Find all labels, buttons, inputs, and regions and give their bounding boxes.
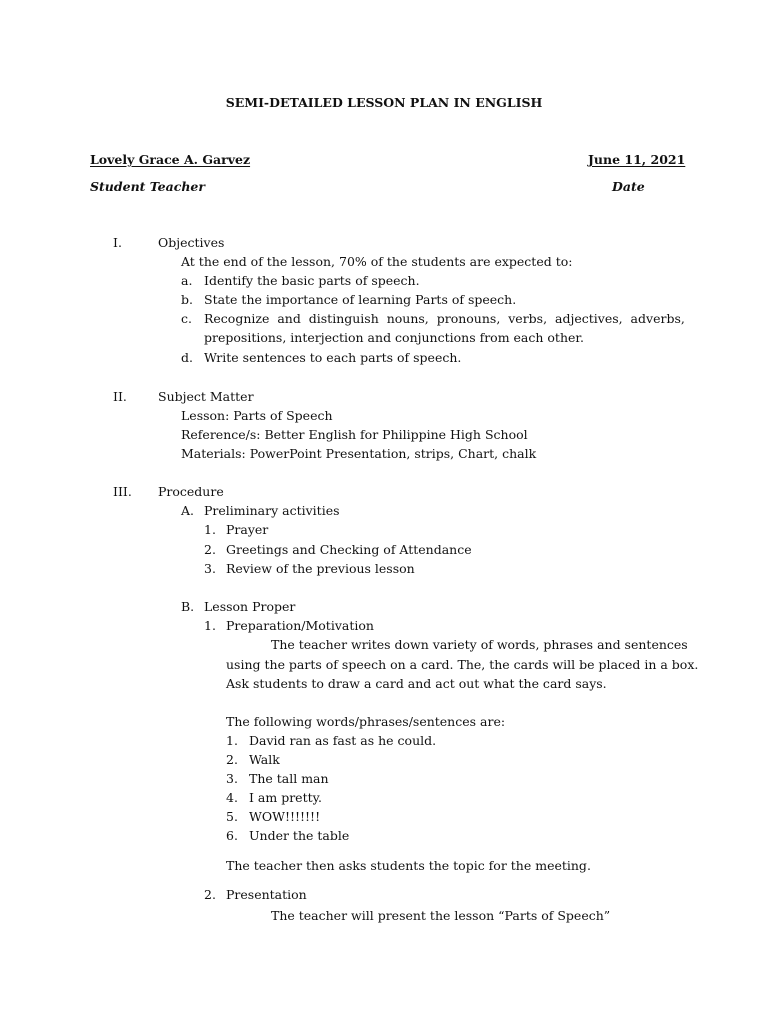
list-item: The tall man	[249, 771, 329, 786]
step-heading: Preparation/Motivation	[226, 618, 374, 633]
teacher-name: Lovely Grace A. Garvez	[90, 152, 251, 167]
paragraph-line: using the parts of speech on a card. The, the cards will be placed in a box.	[226, 657, 699, 672]
list-number: 1.	[204, 522, 216, 537]
list-number: 3.	[226, 771, 238, 786]
list-item: David ran as fast as he could.	[249, 733, 437, 748]
paragraph-line: Ask students to draw a card and act out what the card says.	[226, 676, 607, 691]
list-number: 2.	[226, 752, 238, 767]
closing-line: The teacher then asks students the topic for the meeting.	[226, 858, 591, 873]
reference-line: Reference/s: Better English for Philippine High School	[181, 427, 528, 442]
list-letter: A.	[181, 503, 195, 518]
list-letter: c.	[181, 311, 192, 326]
list-letter: a.	[181, 273, 193, 288]
list-item: Write sentences to each parts of speech.	[204, 350, 462, 365]
list-item: Prayer	[226, 522, 269, 537]
document-title: SEMI-DETAILED LESSON PLAN IN ENGLISH	[225, 95, 543, 110]
section-heading: Subject Matter	[158, 389, 254, 404]
list-number: 5.	[226, 809, 238, 824]
list-item: Under the table	[249, 828, 350, 843]
materials-line: Materials: PowerPoint Presentation, strips, Chart, chalk	[181, 446, 537, 461]
objectives-intro: At the end of the lesson, 70% of the students are expected to:	[181, 254, 573, 269]
list-item: Walk	[249, 752, 280, 767]
section-numeral: III.	[113, 484, 132, 499]
list-item: Recognize and distinguish nouns, pronouns, verbs, adjectives, adverbs,	[204, 311, 685, 326]
list-number: 1.	[204, 618, 216, 633]
examples-intro: The following words/phrases/sentences are:	[226, 714, 506, 729]
list-number: 1.	[226, 733, 238, 748]
list-item: Review of the previous lesson	[226, 561, 415, 576]
date-value: June 11, 2021	[588, 152, 686, 167]
lesson-line: Lesson: Parts of Speech	[181, 408, 333, 423]
date-label: Date	[612, 179, 645, 194]
list-number: 4.	[226, 790, 238, 805]
list-number: 3.	[204, 561, 216, 576]
step-heading: Presentation	[226, 887, 307, 902]
list-number: 2.	[204, 887, 216, 902]
subsection-heading: Lesson Proper	[204, 599, 296, 614]
list-item: State the importance of learning Parts of speech.	[204, 292, 517, 307]
list-letter: d.	[181, 350, 193, 365]
paragraph-line: The teacher writes down variety of words, phrases and sentences	[271, 637, 688, 652]
list-item-continuation: prepositions, interjection and conjunctions from each other.	[204, 330, 584, 345]
list-item: I am pretty.	[249, 790, 322, 805]
list-letter: B.	[181, 599, 195, 614]
teacher-role-label: Student Teacher	[90, 179, 205, 194]
list-item: WOW!!!!!!!	[249, 809, 321, 824]
list-item: Greetings and Checking of Attendance	[226, 542, 472, 557]
paragraph-line: The teacher will present the lesson “Parts of Speech”	[271, 908, 611, 923]
list-number: 6.	[226, 828, 238, 843]
section-numeral: II.	[113, 389, 127, 404]
subsection-heading: Preliminary activities	[204, 503, 340, 518]
list-number: 2.	[204, 542, 216, 557]
section-heading: Objectives	[158, 235, 225, 250]
list-item: Identify the basic parts of speech.	[204, 273, 420, 288]
list-letter: b.	[181, 292, 193, 307]
section-numeral: I.	[113, 235, 122, 250]
section-heading: Procedure	[158, 484, 224, 499]
